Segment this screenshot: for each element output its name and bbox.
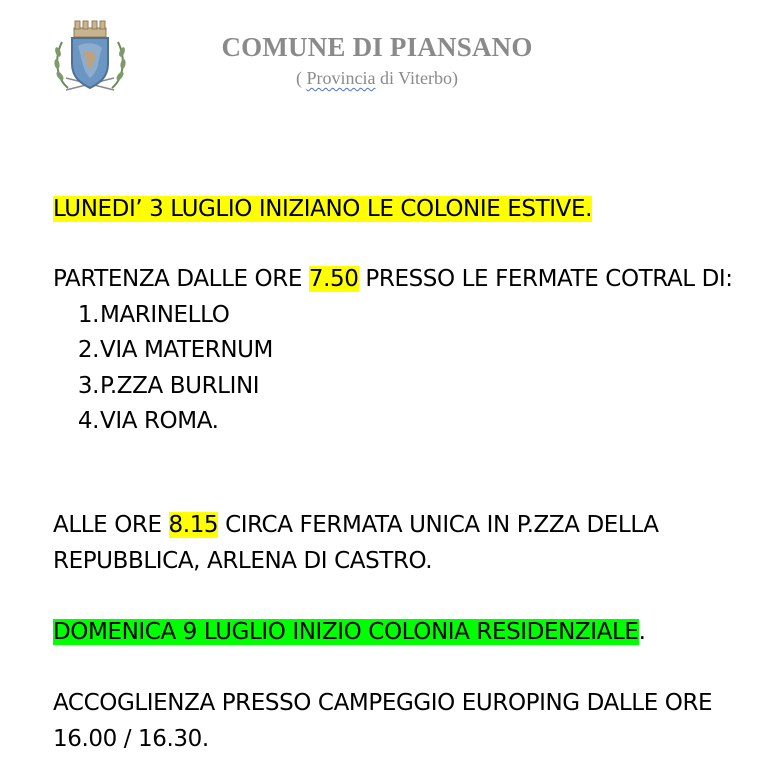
residential-text: DOMENICA 9 LUGLIO INIZIO COLONIA RESIDENZIALE — [53, 619, 639, 645]
stop-number: 2. — [77, 337, 99, 363]
stops-list — [53, 298, 743, 440]
list-item — [53, 333, 743, 369]
departure-post: PRESSO LE FERMATE COTRAL DI: — [358, 266, 733, 292]
second-pre: ALLE ORE — [53, 512, 169, 538]
second-stop-paragraph — [53, 508, 743, 579]
stop-name: P.ZZA BURLINI — [100, 372, 260, 399]
stop-name: VIA ROMA. — [100, 408, 219, 434]
province-subtitle — [160, 66, 594, 90]
headline-paragraph — [53, 192, 743, 228]
second-post: CIRCA FERMATA UNICA IN P.ZZA DELLA REPUBBLICA, ARLENA DI CASTRO. — [53, 512, 659, 574]
departure-paragraph — [53, 262, 743, 440]
stop-number: 3. — [77, 372, 99, 399]
departure-pre: PARTENZA DALLE ORE — [53, 266, 309, 292]
departure-time: 7.50 — [308, 266, 359, 292]
stop-number: 4. — [77, 408, 99, 434]
subtitle-open: ( — [295, 68, 307, 88]
stop-name: MARINELLO — [100, 301, 230, 328]
residential-end: . — [638, 619, 646, 645]
coat-of-arms-icon — [50, 18, 130, 96]
list-item — [53, 298, 743, 334]
stop-number: 1. — [77, 301, 99, 328]
list-item — [53, 369, 743, 405]
subtitle-rest: di Viterbo) — [375, 68, 459, 88]
welcome-paragraph — [53, 686, 743, 757]
residential-paragraph — [53, 615, 743, 651]
subtitle-province-word: Provincia — [306, 68, 376, 88]
departure-line — [53, 262, 743, 298]
second-time: 8.15 — [168, 512, 219, 538]
welcome-text: ACCOGLIENZA PRESSO CAMPEGGIO EUROPING DALLE ORE 16.00 / 16.30. — [53, 690, 713, 752]
stop-name: VIA MATERNUM — [100, 337, 274, 363]
municipality-title: COMUNE DI PIANSANO — [221, 32, 533, 62]
list-item — [53, 404, 743, 440]
coat-of-arms — [50, 18, 130, 96]
headline-text: LUNEDI’ 3 LUGLIO INIZIANO LE COLONIE ESTIVE. — [53, 196, 592, 222]
